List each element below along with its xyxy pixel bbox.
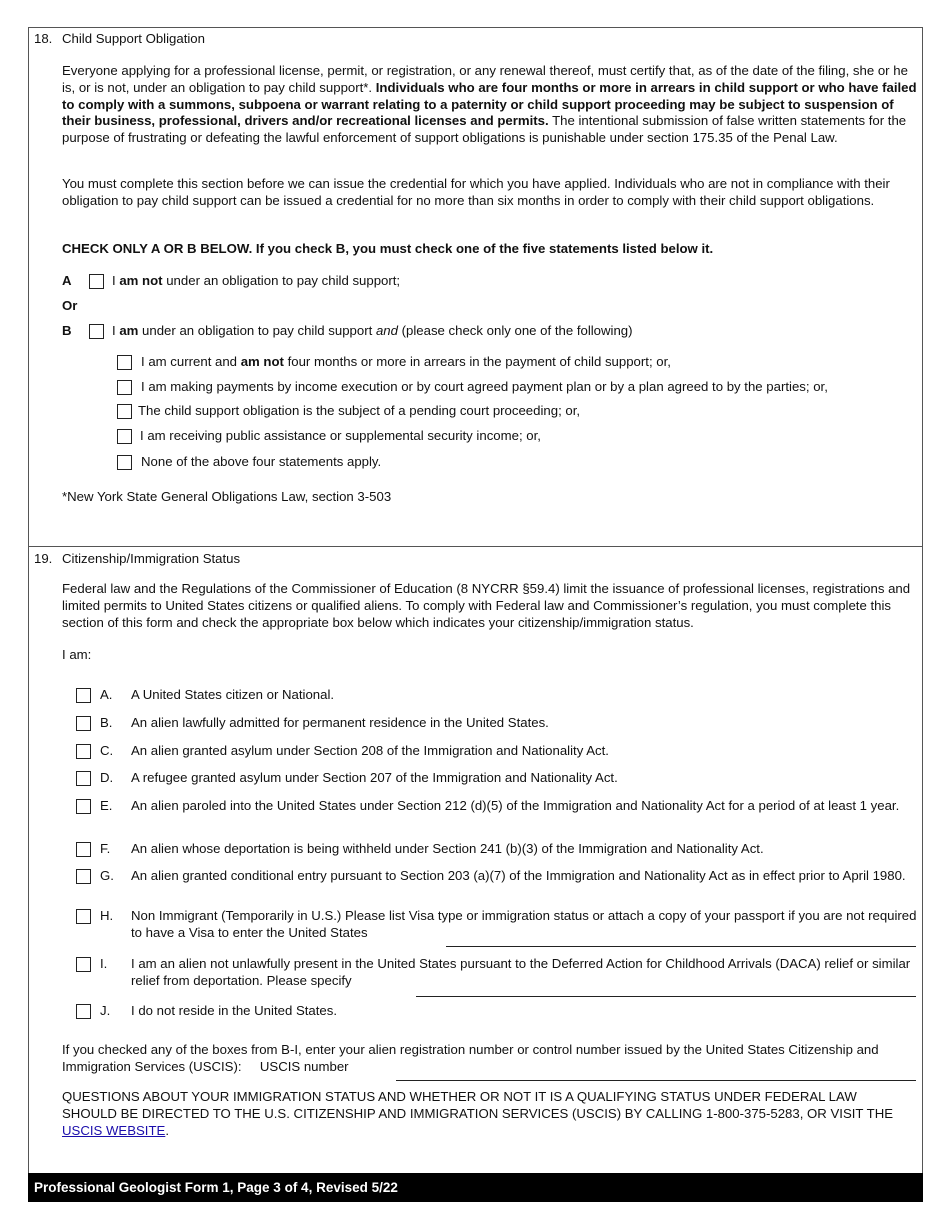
sub-none-checkbox[interactable] xyxy=(117,455,132,470)
or-label: Or xyxy=(62,298,78,313)
status-g-checkbox[interactable] xyxy=(76,869,91,884)
status-d-checkbox[interactable] xyxy=(76,771,91,786)
uscis-number-label: USCIS number xyxy=(259,1058,349,1074)
status-f-checkbox[interactable] xyxy=(76,842,91,857)
section-18-number: 18. xyxy=(34,31,53,46)
option-b-label: I am under an obligation to pay child support and (please check only one of the following) xyxy=(112,323,633,338)
status-d-letter: D. xyxy=(100,770,114,785)
check-instruction: CHECK ONLY A OR B BELOW. If you check B, you must check one of the five statements listed below it. xyxy=(62,241,714,256)
status-a-text: A United States citizen or National. xyxy=(131,687,335,702)
status-j-letter: J. xyxy=(100,1003,111,1018)
status-i-letter: I. xyxy=(100,956,108,971)
sub-pending-label: The child support obligation is the subject of a pending court proceeding; or, xyxy=(138,403,581,418)
status-d-text: A refugee granted asylum under Section 207 of the Immigration and Nationality Act. xyxy=(131,770,618,785)
uscis-paragraph: If you checked any of the boxes from B-I, enter your alien registration number or control number issued by the United States Citizenship and Immigration Services (USCIS): USCIS number xyxy=(62,1042,879,1074)
footnote: *New York State General Obligations Law, section 3-503 xyxy=(62,489,392,504)
status-h-letter: H. xyxy=(100,908,114,923)
status-c-checkbox[interactable] xyxy=(76,744,91,759)
section-divider xyxy=(28,546,923,547)
status-a-letter: A. xyxy=(100,687,113,702)
status-c-text: An alien granted asylum under Section 208 of the Immigration and Nationality Act. xyxy=(131,743,609,758)
page-footer: Professional Geologist Form 1, Page 3 of 4, Revised 5/22 xyxy=(28,1173,923,1202)
status-f-letter: F. xyxy=(100,841,111,856)
status-b-text: An alien lawfully admitted for permanent residence in the United States. xyxy=(131,715,549,730)
federal-law-paragraph: Federal law and the Regulations of the Commissioner of Education (8 NYCRR §59.4) limit the issuance of professional licenses, registrations and limited permits to United States citizens or qualified aliens. To comply with Federal law and Commissioner’s regulation, you must complete this section of this form and check the appropriate box below which indicates your citizenship/immigration status. xyxy=(62,581,911,630)
status-h-checkbox[interactable] xyxy=(76,909,91,924)
daca-specify-line[interactable] xyxy=(416,996,916,997)
status-h-text: Non Immigrant (Temporarily in U.S.) Please list Visa type or immigration status or attach a copy of your passport if you are not required to have a Visa to enter the United States xyxy=(131,908,917,940)
status-j-checkbox[interactable] xyxy=(76,1004,91,1019)
sub-assistance-label: I am receiving public assistance or supplemental security income; or, xyxy=(140,428,541,443)
status-a-checkbox[interactable] xyxy=(76,688,91,703)
sub-current-label: I am current and am not four months or more in arrears in the payment of child support; or, xyxy=(141,354,671,369)
status-e-text: An alien paroled into the United States under Section 212 (d)(5) of the Immigration and Nationality Act for a period of at least 1 year. xyxy=(131,798,900,813)
uscis-number-line[interactable] xyxy=(396,1080,916,1081)
sub-pending-checkbox[interactable] xyxy=(117,404,132,419)
option-a-letter: A xyxy=(62,273,72,288)
visa-type-line[interactable] xyxy=(446,946,916,947)
compliance-paragraph: You must complete this section before we can issue the credential for which you have applied. Individuals who are not in compliance with their obligation to pay child support can be issued a credential for no more than six months in order to comply with their child support obligations. xyxy=(62,176,890,208)
option-b-checkbox[interactable] xyxy=(89,324,104,339)
sub-none-label: None of the above four statements apply. xyxy=(141,454,382,469)
section-19-title: Citizenship/Immigration Status xyxy=(62,551,241,566)
status-g-text: An alien granted conditional entry pursuant to Section 203 (a)(7) of the Immigration and Nationality Act as in effect prior to April 1980. xyxy=(131,868,906,883)
sub-payments-label: I am making payments by income execution or by court agreed payment plan or by a plan agreed to by the parties; or, xyxy=(141,379,828,394)
status-g-letter: G. xyxy=(100,868,114,883)
i-am-label: I am: xyxy=(62,647,92,662)
status-b-checkbox[interactable] xyxy=(76,716,91,731)
status-e-checkbox[interactable] xyxy=(76,799,91,814)
sub-assistance-checkbox[interactable] xyxy=(117,429,132,444)
option-a-label: I am not under an obligation to pay child support; xyxy=(112,273,401,288)
sub-current-checkbox[interactable] xyxy=(117,355,132,370)
status-f-text: An alien whose deportation is being withheld under Section 241 (b)(3) of the Immigration and Nationality Act. xyxy=(131,841,764,856)
sub-payments-checkbox[interactable] xyxy=(117,380,132,395)
status-b-letter: B. xyxy=(100,715,113,730)
section-18-title: Child Support Obligation xyxy=(62,31,205,46)
option-b-letter: B xyxy=(62,323,72,338)
status-c-letter: C. xyxy=(100,743,114,758)
option-a-checkbox[interactable] xyxy=(89,274,104,289)
status-i-text: I am an alien not unlawfully present in the United States pursuant to the Deferred Action for Childhood Arrivals (DACA) relief or similar relief from deportation. Please specify xyxy=(131,956,911,988)
questions-paragraph: QUESTIONS ABOUT YOUR IMMIGRATION STATUS AND WHETHER OR NOT IT IS A QUALIFYING STATUS UNDER FEDERAL LAW SHOULD BE DIRECTED TO THE U.S. CITIZENSHIP AND IMMIGRATION SERVICES (USCIS) BY CALLING 1-800-375-5283, OR VISIT THE USCIS WEBSITE. xyxy=(62,1089,894,1138)
uscis-website-link[interactable]: USCIS WEBSITE xyxy=(62,1122,166,1138)
status-j-text: I do not reside in the United States. xyxy=(131,1003,337,1018)
status-i-checkbox[interactable] xyxy=(76,957,91,972)
child-support-paragraph: Everyone applying for a professional license, permit, or registration, or any renewal thereof, must certify that, as of the date of the filing, she or he is, or is not, under an obligation to pay child support*. Individuals who are four months or more in arrears in child support or who have failed to comply with a summons, subpoena or warrant relating to a paternity or child support proceeding may be subject to suspension of their business, professional, drivers and/or recreational licenses and permits. The intentional submission of false written statements for the purpose of frustrating or defeating the lawful enforcement of support obligations is punishable under section 175.35 of the Penal Law. xyxy=(62,63,917,146)
section-19-number: 19. xyxy=(34,551,53,566)
status-e-letter: E. xyxy=(100,798,113,813)
